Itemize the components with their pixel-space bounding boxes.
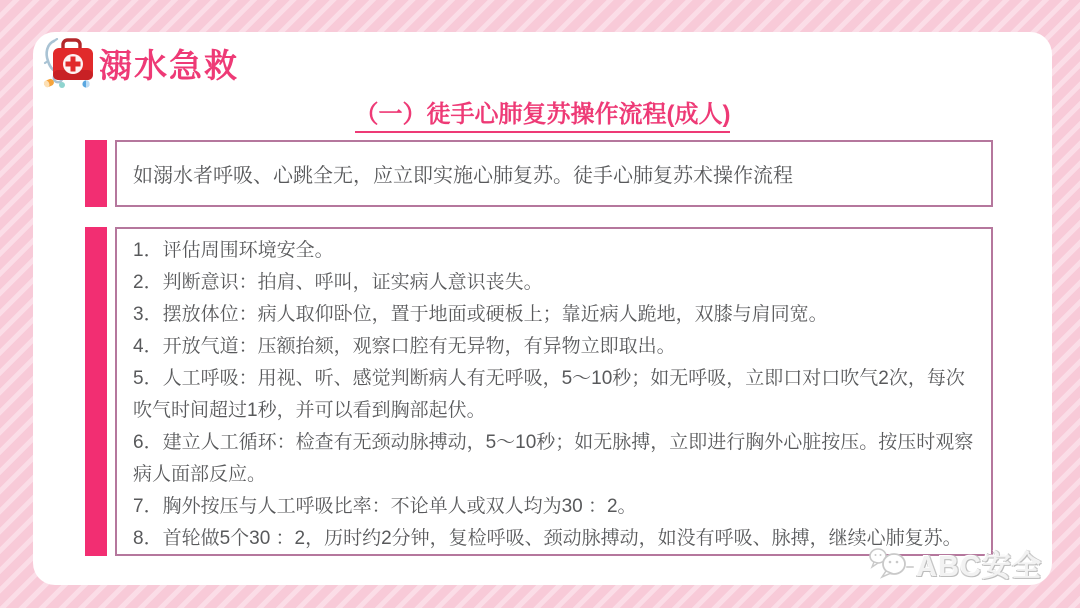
- content-card: [33, 32, 1052, 585]
- section-title-wrap: [33, 94, 1052, 133]
- first-aid-kit-icon: [41, 38, 99, 88]
- step-item: 4．开放气道：压额抬颏，观察口腔有无异物，有异物立即取出。: [133, 336, 676, 357]
- watermark-label: ABC安全: [916, 550, 1042, 583]
- wechat-icon: [868, 543, 914, 585]
- intro-panel: [115, 140, 993, 207]
- section-title: （一）徒手心肺复苏操作流程(成人): [355, 94, 731, 133]
- step-item: 1．评估周围环境安全。: [133, 240, 334, 261]
- steps-accent-bar: [85, 227, 107, 556]
- intro-accent-bar: [85, 140, 107, 207]
- intro-text: 如溺水者呼吸、心跳全无，应立即实施心肺复苏。徒手心肺复苏术操作流程: [133, 165, 793, 187]
- step-item: 8．首轮做5个30 ：2，历时约2分钟，复检呼吸、颈动脉搏动，如没有呼吸、脉搏，继续心肺复苏。: [133, 528, 962, 549]
- step-item: 2．判断意识：拍肩、呼叫，证实病人意识丧失。: [133, 272, 543, 293]
- watermark: [868, 543, 1042, 585]
- steps-panel: [115, 227, 993, 556]
- step-item: 7．胸外按压与人工呼吸比率：不论单人或双人均为30 ：2。: [133, 496, 637, 517]
- step-item: 6．建立人工循环：检查有无颈动脉搏动，5～10秒；如无脉搏，立即进行胸外心脏按压。按压时观察病人面部反应。: [133, 432, 974, 485]
- step-item: 5．人工呼吸：用视、听、感觉判断病人有无呼吸，5～10秒；如无呼吸，立即口对口吹气2次，每次吹气时间超过1秒，并可以看到胸部起伏。: [133, 368, 965, 421]
- page-title: 溺水急救: [99, 47, 239, 84]
- step-item: 3．摆放体位：病人取仰卧位，置于地面或硬板上；靠近病人跪地，双膝与肩同宽。: [133, 304, 828, 325]
